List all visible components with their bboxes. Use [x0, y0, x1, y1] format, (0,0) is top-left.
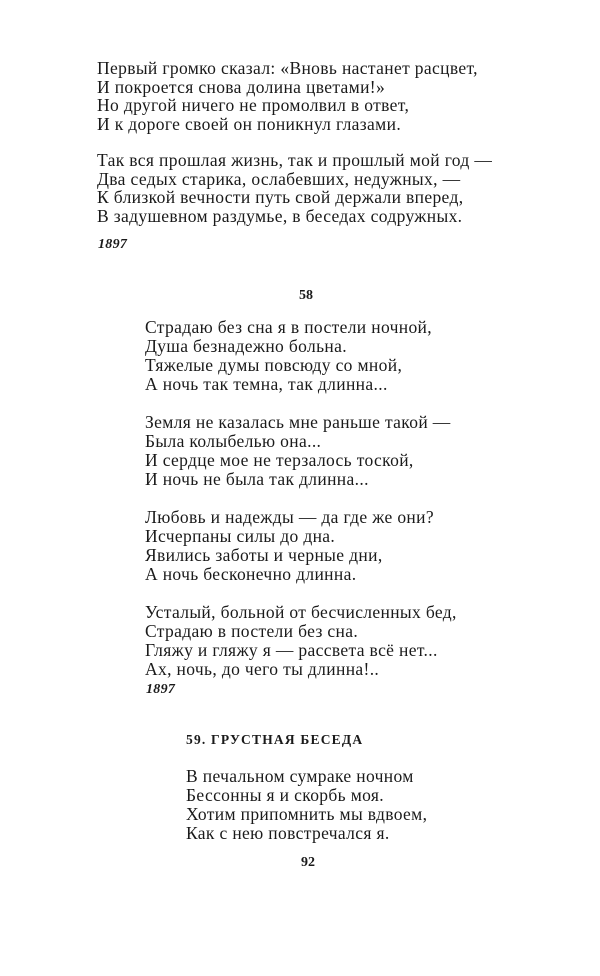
verse-line: Как с нею повстречался я. [186, 823, 390, 843]
verse-line: В задушевном раздумье, в беседах содружных. [97, 205, 463, 226]
poem-year: 1897 [98, 237, 128, 252]
verse-line: Земля не казалась мне раньше такой — [145, 412, 451, 432]
stanza [145, 603, 457, 679]
verse-line: Два седых старика, ослабевших, недужных, — [97, 168, 461, 189]
poem-58 [145, 318, 457, 679]
verse-line: И к дороге своей он поникнул глазами. [97, 113, 402, 134]
verse-line: А ночь так темна, так длинна... [145, 374, 388, 394]
verse-line: Душа безнадежно больна. [145, 336, 347, 356]
stanza [145, 413, 457, 489]
stanza [97, 151, 492, 225]
verse-line: Гляжу и гляжу я — рассвета всё нет... [145, 640, 438, 660]
verse-line: Бессонны я и скорбь моя. [186, 785, 385, 805]
verse-line: Ах, ночь, до чего ты длинна!.. [145, 659, 380, 679]
poem-year: 1897 [146, 682, 176, 697]
verse-line: Страдаю в постели без сна. [145, 621, 359, 641]
verse-line: В печальном сумраке ночном [186, 766, 414, 786]
poem-number: 58 [299, 288, 313, 303]
verse-line: Тяжелые думы повсюду со мной, [145, 355, 403, 375]
verse-line: К близкой вечности путь свой держали вперед, [97, 187, 464, 207]
poem-title: 59. ГРУСТНАЯ БЕСЕДА [186, 732, 364, 747]
verse-line: Так вся прошлая жизнь, так и прошлый мой год — [97, 150, 493, 170]
verse-line: Была колыбелью она... [145, 431, 322, 451]
stanza [145, 508, 457, 584]
stanza [145, 318, 457, 394]
verse-line: И покроется снова долина цветами!» [97, 76, 386, 97]
verse-line: Исчерпаны силы до дна. [145, 526, 336, 546]
verse-line: И сердце мое не терзалось тоской, [145, 450, 414, 470]
verse-line: Любовь и надежды — да где же они? [145, 507, 434, 527]
verse-line: Усталый, больной от бесчисленных бед, [145, 602, 457, 622]
verse-line: Явились заботы и черные дни, [145, 545, 383, 565]
verse-line: И ночь не была так длинна... [145, 469, 369, 489]
poem-59 [186, 767, 427, 843]
page-number: 92 [301, 855, 315, 870]
poem-continuation [97, 59, 492, 225]
verse-line: Страдаю без сна я в постели ночной, [145, 317, 432, 337]
verse-line: Хотим припомнить мы вдвоем, [186, 804, 428, 824]
stanza [97, 59, 492, 133]
verse-line: Первый громко сказал: «Вновь настанет расцвет, [97, 58, 478, 78]
verse-line: А ночь бесконечно длинна. [145, 564, 357, 584]
verse-line: Но другой ничего не промолвил в ответ, [97, 95, 410, 115]
stanza [186, 767, 427, 843]
